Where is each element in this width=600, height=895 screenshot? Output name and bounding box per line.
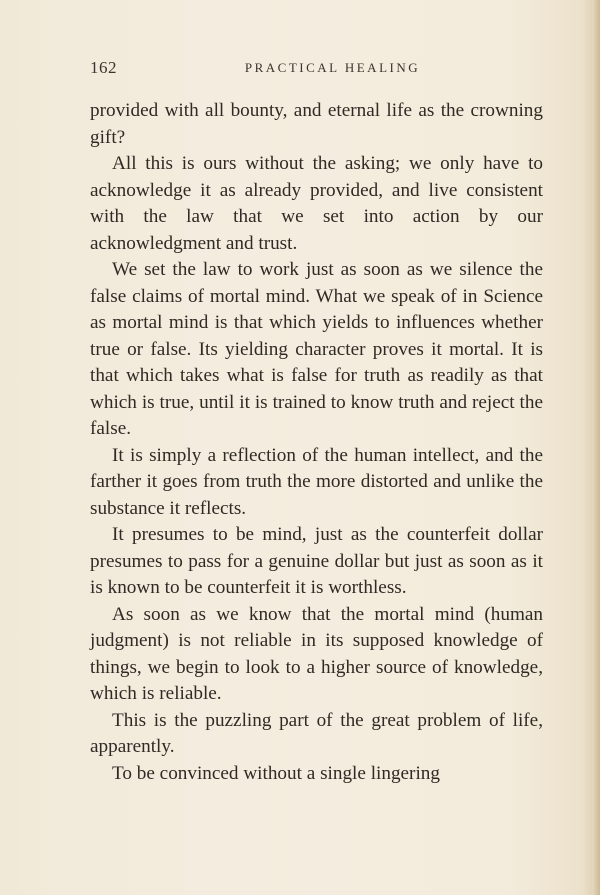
page-header — [90, 58, 545, 82]
paragraph: To be convinced without a single lingering — [112, 762, 440, 784]
page-number: 162 — [90, 58, 117, 77]
paragraph: We set the law to work just as soon as we silence the false claims of mortal mind. What we speak of in Science as mortal mind is that which yields to influences whether true or false. Its yielding character proves it mortal. It is that which takes what is false for truth as readily as that which is true, until it is trained to know truth and reject the false. — [90, 259, 543, 439]
running-title: PRACTICAL HEALING — [244, 60, 421, 75]
paragraph: As soon as we know that the mortal mind (human judgment) is not reliable in its supposed knowledge of things, we begin to look to a higher source of knowledge, which is reliable. — [90, 603, 543, 704]
paragraph: All this is ours without the asking; we only have to acknowledge it as already provided, and live consistent with the law that we set into action by our acknowledgment and trust. — [90, 153, 543, 254]
page-edge — [592, 0, 600, 895]
body-text — [90, 98, 543, 787]
paragraph: It is simply a reflection of the human intellect, and the farther it goes from truth the more distorted and unlike the substance it reflects. — [90, 444, 543, 519]
paragraph: provided with all bounty, and eternal life as the crowning gift? — [90, 100, 543, 148]
paragraph: It presumes to be mind, just as the counterfeit dollar presumes to pass for a genuine dollar but just as soon as it is known to be counterfeit it is worthless. — [90, 524, 543, 598]
paragraph: This is the puzzling part of the great problem of life, apparently. — [90, 709, 543, 757]
